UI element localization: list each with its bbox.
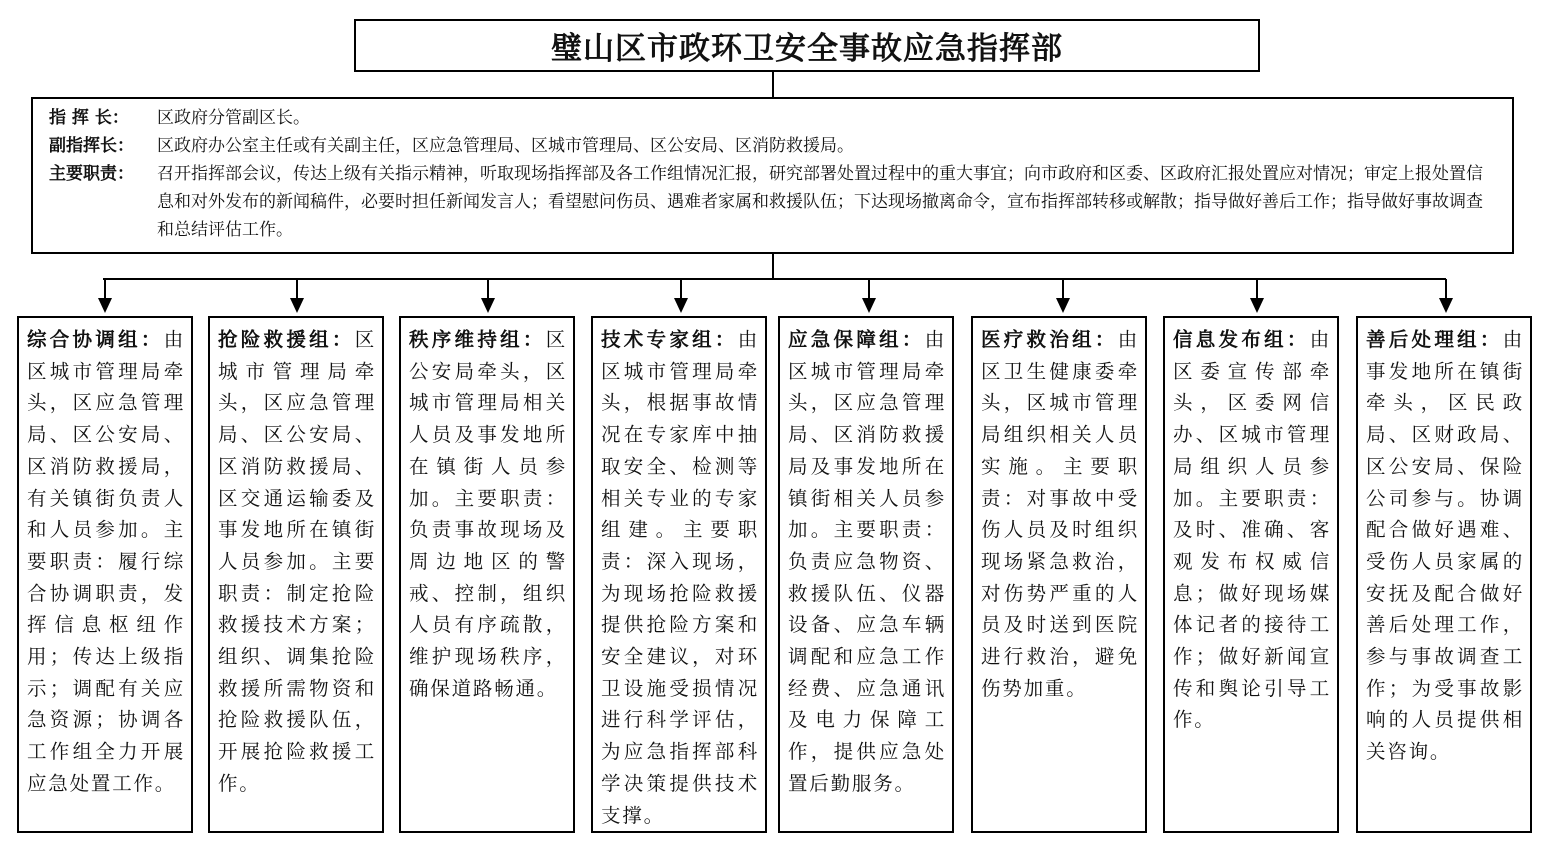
main-duties-label: 主要职责： xyxy=(49,164,134,184)
group-text: 由区城市管理局牵头，区应急管理局、区消防救援局及事发地所在镇街相关人员参加。主要职责：负责应急物资、救援队伍、仪器设备、应急车辆调配和应急工作经费、应急通讯及电力保障工作，提供应急处置后勤服务。 xyxy=(788,328,946,795)
group-text: 区城市管理局牵头，区应急管理局、区公安局、区消防救援局、区交通运输委及事发地所在镇街人员参加。主要职责：制定抢险救援技术方案；组织、调集抢险救援所需物资和抢险救援队伍，开展抢险救援工作。 xyxy=(218,328,376,795)
arrow-down-icon xyxy=(481,298,495,313)
commander-row xyxy=(49,104,1498,132)
group-box-experts xyxy=(591,316,767,833)
group-name: 抢险救援组： xyxy=(218,328,355,351)
group-name: 信息发布组： xyxy=(1173,328,1310,351)
arrow-down-icon xyxy=(1056,298,1070,313)
group-name: 应急保障组： xyxy=(788,328,925,351)
connector-drop-1 xyxy=(104,279,106,299)
connector-leaders-to-bus xyxy=(772,254,774,279)
group-text: 由区城市管理局牵头，区应急管理局、区公安局、区消防救援局，有关镇街负责人和人员参加。主要职责：履行综合协调职责，发挥信息枢纽作用；传达上级指示；调配有关应急资源；协调各工作组全力开展应急处置工作。 xyxy=(27,328,185,795)
connector-drop-8 xyxy=(1445,279,1447,299)
group-name: 技术专家组： xyxy=(601,328,738,351)
main-duties-value: 召开指挥部会议，传达上级有关指示精神，听取现场指挥部及各工作组情况汇报，研究部署处置过程中的重大事宜；向市政府和区委、区政府汇报处置应对情况；审定上报处置信息和对外发布的新闻稿件，必要时担任新闻发言人；看望慰问伤员、遇难者家属和救援队伍；下达现场撤离命令，宣布指挥部转移或解散；指导做好善后工作；指导做好事故调查和总结评估工作。 xyxy=(157,164,1483,240)
group-text: 由区卫生健康委牵头，区城市管理局组织相关人员实施。主要职责：对事故中受伤人员及时组织现场紧急救治，对伤势严重的人员及时送到医院进行救治，避免伤势加重。 xyxy=(981,328,1139,700)
connector-drop-4 xyxy=(680,279,682,299)
connector-drop-7 xyxy=(1256,279,1258,299)
deputy-commander-label: 副指挥长： xyxy=(49,136,134,156)
arrow-down-icon xyxy=(862,298,876,313)
connector-drop-3 xyxy=(487,279,489,299)
arrow-down-icon xyxy=(290,298,304,313)
arrow-down-icon xyxy=(1439,298,1453,313)
group-box-rescue xyxy=(208,316,384,833)
group-text: 由区委宣传部牵头，区委网信办、区城市管理局组织人员参加。主要职责：及时、准确、客观发布权威信息；做好现场媒体记者的接待工作；做好新闻宣传和舆论引导工作。 xyxy=(1173,328,1331,732)
deputy-commander-row xyxy=(49,132,1498,160)
connector-title-to-leaders xyxy=(772,72,774,97)
group-text: 区公安局牵头，区城市管理局相关人员及事发地所在镇街人员参加。主要职责：负责事故现场及周边地区的警戒、控制，组织人员有序疏散，维护现场秩序，确保道路畅通。 xyxy=(409,328,567,700)
command-title-box xyxy=(354,19,1260,72)
connector-horizontal-bus xyxy=(103,278,1446,280)
connector-drop-2 xyxy=(296,279,298,299)
group-box-aftermath xyxy=(1356,316,1532,833)
commander-label: 指 挥 长： xyxy=(49,108,129,128)
group-box-support xyxy=(778,316,954,833)
group-text: 由事发地所在镇街牵头，区民政局、区财政局、区公安局、保险公司参与。协调配合做好遇难、受伤人员家属的安抚及配合做好善后处理工作，参与事故调查工作；为受事故影响的人员提供相关咨询。 xyxy=(1366,328,1524,764)
arrow-down-icon xyxy=(1250,298,1264,313)
group-box-information xyxy=(1163,316,1339,833)
connector-drop-5 xyxy=(868,279,870,299)
commander-value: 区政府分管副区长。 xyxy=(157,108,310,128)
arrow-down-icon xyxy=(674,298,688,313)
connector-drop-6 xyxy=(1062,279,1064,299)
group-text: 由区城市管理局牵头，根据事故情况在专家库中抽取安全、检测等相关专业的专家组建。主要职责：深入现场，为现场抢险救援提供抢险方案和安全建议，对环卫设施受损情况进行科学评估，为应急指挥部科学决策提供技术支撑。 xyxy=(601,328,759,827)
group-name: 善后处理组： xyxy=(1366,328,1503,351)
group-name: 医疗救治组： xyxy=(981,328,1118,351)
group-box-order xyxy=(399,316,575,833)
group-box-medical xyxy=(971,316,1147,833)
deputy-commander-value: 区政府办公室主任或有关副主任，区应急管理局、区城市管理局、区公安局、区消防救援局。 xyxy=(157,136,854,156)
group-name: 秩序维持组： xyxy=(409,328,546,351)
group-name: 综合协调组： xyxy=(27,328,164,351)
main-duties-row xyxy=(49,160,1498,244)
arrow-down-icon xyxy=(98,298,112,313)
page-title: 璧山区市政环卫安全事故应急指挥部 xyxy=(551,31,1063,67)
leadership-box xyxy=(31,97,1514,254)
group-box-coordination xyxy=(17,316,193,833)
